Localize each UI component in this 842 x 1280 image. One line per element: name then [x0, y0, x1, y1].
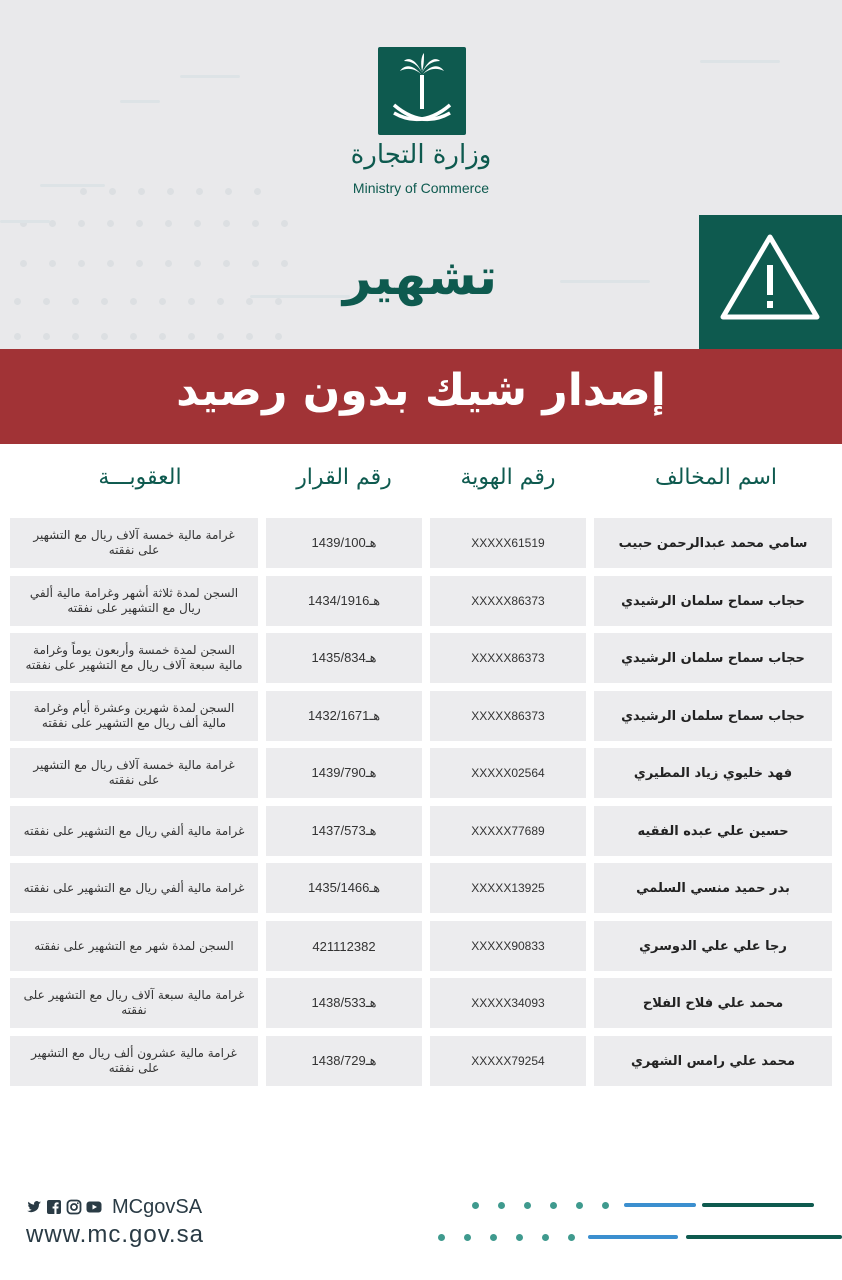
- row-violator-name: حجاب سماح سلمان الرشيدي: [594, 691, 832, 741]
- row-id-number: XXXXX34093: [430, 978, 586, 1028]
- topic-banner-text: إصدار شيك بدون رصيد: [176, 365, 666, 416]
- column-header-id-number: رقم الهوية: [460, 465, 556, 490]
- row-id-number: XXXXX13925: [430, 863, 586, 913]
- row-decision-number: 1435/1466هـ: [266, 863, 422, 913]
- row-penalty: السجن لمدة شهرين وعشرة أيام وغرامة مالية ألف ريال مع التشهير على نفقته: [10, 691, 258, 741]
- warning-box: [699, 215, 842, 350]
- decorative-streak: [700, 60, 780, 63]
- row-decision-number: 1439/100هـ: [266, 518, 422, 568]
- row-id-number: XXXXX90833: [430, 921, 586, 971]
- row-penalty: غرامة مالية خمسة آلاف ريال مع التشهير على نفقته: [10, 518, 258, 568]
- row-penalty: السجن لمدة ثلاثة أشهر وغرامة مالية ألفي ريال مع التشهير على نفقته: [10, 576, 258, 626]
- decorative-dots: [80, 180, 283, 190]
- ministry-logo: [378, 47, 466, 135]
- row-penalty: غرامة مالية ألفي ريال مع التشهير على نفقته: [10, 806, 258, 856]
- decorative-dots: [14, 325, 304, 335]
- row-decision-number: 1435/834هـ: [266, 633, 422, 683]
- header-area: [0, 0, 842, 350]
- warning-triangle-icon: [699, 215, 842, 350]
- column-header-violator-name: اسم المخالف: [654, 465, 778, 490]
- column-header-penalty: العقوبـــة: [98, 465, 182, 490]
- decorative-streak: [120, 100, 160, 103]
- website-url[interactable]: www.mc.gov.sa: [26, 1221, 204, 1248]
- row-penalty: غرامة مالية عشرون ألف ريال مع التشهير على نفقته: [10, 1036, 258, 1086]
- row-id-number: XXXXX79254: [430, 1036, 586, 1086]
- decorative-dots: [20, 252, 310, 262]
- row-id-number: XXXXX86373: [430, 633, 586, 683]
- row-violator-name: فهد خليوي زياد المطيري: [594, 748, 832, 798]
- row-decision-number: 1438/729هـ: [266, 1036, 422, 1086]
- row-decision-number: 1437/573هـ: [266, 806, 422, 856]
- row-penalty: السجن لمدة شهر مع التشهير على نفقته: [10, 921, 258, 971]
- row-penalty: غرامة مالية سبعة آلاف ريال مع التشهير على نفقته: [10, 978, 258, 1028]
- palm-swords-emblem: [378, 47, 466, 135]
- row-id-number: XXXXX77689: [430, 806, 586, 856]
- page-title: تشهير: [342, 248, 498, 306]
- ministry-name-arabic: وزارة التجارة: [350, 140, 492, 170]
- ministry-name-english: Ministry of Commerce: [352, 180, 490, 196]
- row-decision-number: 1432/1671هـ: [266, 691, 422, 741]
- youtube-icon[interactable]: [86, 1199, 102, 1215]
- row-decision-number: 421112382: [266, 921, 422, 971]
- decorative-streak: [180, 75, 240, 78]
- decorative-streak: [0, 220, 50, 223]
- row-violator-name: بدر حميد منسي السلمي: [594, 863, 832, 913]
- column-header-decision-number: رقم القرار: [296, 465, 392, 490]
- row-violator-name: محمد علي فلاح الفلاح: [594, 978, 832, 1028]
- social-links: [26, 1196, 202, 1218]
- row-penalty: السجن لمدة خمسة وأربعون يوماً وغرامة مالية سبعة آلاف ريال مع التشهير على نفقته: [10, 633, 258, 683]
- row-id-number: XXXXX02564: [430, 748, 586, 798]
- twitter-icon[interactable]: [26, 1199, 42, 1215]
- row-decision-number: 1439/790هـ: [266, 748, 422, 798]
- row-decision-number: 1434/1916هـ: [266, 576, 422, 626]
- row-id-number: XXXXX86373: [430, 691, 586, 741]
- row-violator-name: سامي محمد عبدالرحمن حبيب: [594, 518, 832, 568]
- row-decision-number: 1438/533هـ: [266, 978, 422, 1028]
- row-violator-name: حجاب سماح سلمان الرشيدي: [594, 633, 832, 683]
- row-violator-name: رجا علي علي الدوسري: [594, 921, 832, 971]
- row-id-number: XXXXX86373: [430, 576, 586, 626]
- decorative-dots: [20, 212, 310, 222]
- row-violator-name: حسين علي عبده الفقيه: [594, 806, 832, 856]
- row-violator-name: محمد علي رامس الشهري: [594, 1036, 832, 1086]
- row-penalty: غرامة مالية خمسة آلاف ريال مع التشهير على نفقته: [10, 748, 258, 798]
- row-penalty: غرامة مالية ألفي ريال مع التشهير على نفقته: [10, 863, 258, 913]
- facebook-icon[interactable]: [46, 1199, 62, 1215]
- decorative-streak: [560, 280, 650, 283]
- social-handle[interactable]: MCgovSA: [112, 1195, 203, 1218]
- row-violator-name: حجاب سماح سلمان الرشيدي: [594, 576, 832, 626]
- instagram-icon[interactable]: [66, 1199, 82, 1215]
- decorative-streak: [40, 184, 105, 187]
- row-id-number: XXXXX61519: [430, 518, 586, 568]
